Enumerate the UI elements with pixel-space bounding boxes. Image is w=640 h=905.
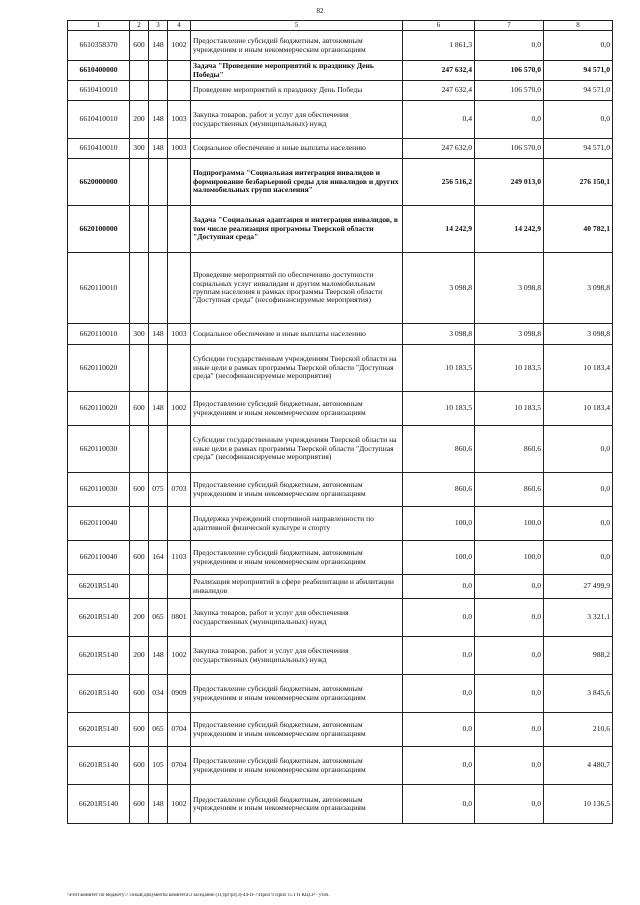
amount-year-1-cell: 0,0 [403, 599, 475, 637]
amount-year-3-cell: 94 571,0 [544, 61, 613, 81]
table-row [68, 159, 613, 206]
description-cell: Проведение мероприятий по обеспечению доступности социальных услуг инвалидам и другим маломобильным группам населения в рамках программы Тверской области "Доступная среда" (несофинансируемые мероприятия) [191, 253, 403, 324]
amount-year-3-cell: 40 782,1 [544, 206, 613, 253]
table-row [68, 345, 613, 392]
admin-code-cell: 148 [149, 324, 168, 345]
admin-code-cell: 105 [149, 747, 168, 785]
budget-table [67, 20, 613, 824]
table-row [68, 253, 613, 324]
section-code-cell: 0909 [168, 675, 191, 713]
amount-year-3-cell: 3 098,8 [544, 324, 613, 345]
description-cell: Закупка товаров, работ и услуг для обеспечения государственных (муниципальных) нужд [191, 599, 403, 637]
description-cell: Предоставление субсидий бюджетным, автономным учреждениям и иным некоммерческим организациям [191, 541, 403, 575]
target-code-cell: 6620110030 [68, 473, 130, 507]
table-row [68, 785, 613, 824]
description-cell: Закупка товаров, работ и услуг для обеспечения государственных (муниципальных) нужд [191, 101, 403, 139]
amount-year-3-cell: 94 571,0 [544, 139, 613, 159]
expense-type-cell: 600 [130, 541, 149, 575]
amount-year-1-cell: 0,0 [403, 675, 475, 713]
admin-code-cell [149, 426, 168, 473]
amount-year-2-cell: 0,0 [475, 785, 544, 824]
admin-code-cell: 148 [149, 392, 168, 426]
admin-code-cell: 148 [149, 139, 168, 159]
amount-year-2-cell: 10 183,5 [475, 392, 544, 426]
description-cell: Предоставление субсидий бюджетным, автономным учреждениям и иным некоммерческим организациям [191, 392, 403, 426]
section-code-cell [168, 426, 191, 473]
amount-year-2-cell: 0,0 [475, 599, 544, 637]
amount-year-1-cell: 0,0 [403, 637, 475, 675]
admin-code-cell: 148 [149, 785, 168, 824]
target-code-cell: 66201R5140 [68, 599, 130, 637]
table-row [68, 31, 613, 61]
target-code-cell: 6610358370 [68, 31, 130, 61]
admin-code-cell [149, 61, 168, 81]
amount-year-3-cell: 276 150,1 [544, 159, 613, 206]
section-code-cell: 1003 [168, 139, 191, 159]
column-number-header: 3 [149, 21, 168, 31]
amount-year-2-cell: 14 242,9 [475, 206, 544, 253]
column-number-header: 6 [403, 21, 475, 31]
target-code-cell: 6620100000 [68, 206, 130, 253]
target-code-cell: 66201R5140 [68, 637, 130, 675]
section-code-cell: 0703 [168, 473, 191, 507]
description-cell: Предоставление субсидий бюджетным, автономным учреждениям и иным некоммерческим организациям [191, 31, 403, 61]
amount-year-1-cell: 860,6 [403, 473, 475, 507]
description-cell: Социальное обеспечение и иные выплаты населению [191, 324, 403, 345]
admin-code-cell: 034 [149, 675, 168, 713]
table-row [68, 392, 613, 426]
admin-code-cell: 148 [149, 101, 168, 139]
target-code-cell: 66201R5140 [68, 713, 130, 747]
table-row [68, 713, 613, 747]
amount-year-1-cell: 10 183,5 [403, 392, 475, 426]
admin-code-cell [149, 159, 168, 206]
amount-year-1-cell: 14 242,9 [403, 206, 475, 253]
description-cell: Предоставление субсидий бюджетным, автономным учреждениям и иным некоммерческим организациям [191, 747, 403, 785]
target-code-cell: 6620110040 [68, 541, 130, 575]
expense-type-cell: 200 [130, 599, 149, 637]
amount-year-3-cell: 4 480,7 [544, 747, 613, 785]
amount-year-1-cell: 0,0 [403, 785, 475, 824]
amount-year-1-cell: 247 632,4 [403, 81, 475, 101]
target-code-cell: 6620110010 [68, 324, 130, 345]
amount-year-3-cell: 10 183,4 [544, 345, 613, 392]
section-code-cell [168, 81, 191, 101]
target-code-cell: 6620110020 [68, 345, 130, 392]
section-code-cell: 1003 [168, 101, 191, 139]
expense-type-cell [130, 253, 149, 324]
table-row [68, 81, 613, 101]
section-code-cell: 1002 [168, 31, 191, 61]
description-cell: Задача "Социальная адаптация и интеграция инвалидов, в том числе реализация программы Тверской области "Доступная среда" [191, 206, 403, 253]
column-number-header: 1 [68, 21, 130, 31]
admin-code-cell: 148 [149, 637, 168, 675]
column-number-header: 5 [191, 21, 403, 31]
table-row [68, 507, 613, 541]
section-code-cell: 1002 [168, 637, 191, 675]
table-row [68, 675, 613, 713]
target-code-cell: 6610410010 [68, 139, 130, 159]
admin-code-cell [149, 575, 168, 599]
expense-type-cell: 600 [130, 713, 149, 747]
table-row [68, 426, 613, 473]
amount-year-1-cell: 1 861,3 [403, 31, 475, 61]
expense-type-cell: 200 [130, 637, 149, 675]
column-number-header: 8 [544, 21, 613, 31]
amount-year-3-cell: 10 136,5 [544, 785, 613, 824]
amount-year-2-cell: 0,0 [475, 637, 544, 675]
expense-type-cell: 300 [130, 139, 149, 159]
amount-year-3-cell: 3 845,6 [544, 675, 613, 713]
admin-code-cell: 075 [149, 473, 168, 507]
expense-type-cell [130, 426, 149, 473]
amount-year-2-cell: 100,0 [475, 507, 544, 541]
expense-type-cell: 200 [130, 101, 149, 139]
target-code-cell: 66201R5140 [68, 575, 130, 599]
amount-year-2-cell: 10 183,5 [475, 345, 544, 392]
amount-year-2-cell: 860,6 [475, 426, 544, 473]
table-row [68, 101, 613, 139]
amount-year-2-cell: 860,6 [475, 473, 544, 507]
section-code-cell: 1103 [168, 541, 191, 575]
description-cell: Субсидии государственным учреждениям Тверской области на иные цели в рамках программы Тверской области "Доступная среда" (несофинансируемые мероприятия) [191, 426, 403, 473]
table-row [68, 324, 613, 345]
description-cell: Задача "Проведение мероприятий к празднику День Победы" [191, 61, 403, 81]
amount-year-3-cell: 10 183,4 [544, 392, 613, 426]
amount-year-2-cell: 3 098,8 [475, 253, 544, 324]
admin-code-cell: 148 [149, 31, 168, 61]
amount-year-3-cell: 0,0 [544, 31, 613, 61]
target-code-cell: 66201R5140 [68, 785, 130, 824]
section-code-cell [168, 507, 191, 541]
table-row [68, 747, 613, 785]
expense-type-cell: 600 [130, 675, 149, 713]
description-cell: Субсидии государственным учреждениям Тверской области на иные цели в рамках программы Тверской области "Доступная среда" (несофинансируемые мероприятия) [191, 345, 403, 392]
table-header-row [68, 21, 613, 31]
section-code-cell: 0801 [168, 599, 191, 637]
target-code-cell: 6620110040 [68, 507, 130, 541]
section-code-cell: 1003 [168, 324, 191, 345]
description-cell: Социальное обеспечение и иные выплаты населению [191, 139, 403, 159]
description-cell: Поддержка учреждений спортивной направленности по адаптивной физической культуре и спорту [191, 507, 403, 541]
section-code-cell [168, 345, 191, 392]
amount-year-1-cell: 247 632,4 [403, 61, 475, 81]
description-cell: Предоставление субсидий бюджетным, автономным учреждениям и иным некоммерческим организациям [191, 473, 403, 507]
expense-type-cell [130, 345, 149, 392]
table-row [68, 541, 613, 575]
section-code-cell [168, 206, 191, 253]
table-row [68, 61, 613, 81]
section-code-cell [168, 159, 191, 206]
section-code-cell [168, 61, 191, 81]
amount-year-1-cell: 860,6 [403, 426, 475, 473]
section-code-cell [168, 253, 191, 324]
amount-year-2-cell: 0,0 [475, 575, 544, 599]
admin-code-cell: 164 [149, 541, 168, 575]
table-row [68, 139, 613, 159]
amount-year-1-cell: 3 098,8 [403, 253, 475, 324]
description-cell: Подпрограмма "Социальная интеграция инвалидов и формирование безбарьерной среды для инвалидов и других маломобильных групп населения" [191, 159, 403, 206]
amount-year-2-cell: 0,0 [475, 675, 544, 713]
amount-year-2-cell: 0,0 [475, 31, 544, 61]
column-number-header: 7 [475, 21, 544, 31]
expense-type-cell [130, 159, 149, 206]
amount-year-2-cell: 106 570,0 [475, 81, 544, 101]
admin-code-cell: 065 [149, 599, 168, 637]
table-row [68, 206, 613, 253]
amount-year-2-cell: 0,0 [475, 101, 544, 139]
expense-type-cell: 600 [130, 473, 149, 507]
footer-file-path: \\Fs01\комитет по бюджету\7 созыв\Документы комитета\3 заседание (11)\рг\рг(3)-44-П-7\Прил 9 Прил 15 ГП КЦСР - уточ. [67, 893, 330, 898]
admin-code-cell [149, 253, 168, 324]
amount-year-2-cell: 3 098,8 [475, 324, 544, 345]
amount-year-2-cell: 106 570,0 [475, 139, 544, 159]
description-cell: Реализация мероприятий в сфере реабилитации и абилитации инвалидов [191, 575, 403, 599]
page-number: 82 [316, 7, 324, 15]
expense-type-cell: 600 [130, 747, 149, 785]
admin-code-cell [149, 507, 168, 541]
target-code-cell: 6620000000 [68, 159, 130, 206]
amount-year-1-cell: 0,0 [403, 747, 475, 785]
section-code-cell: 1002 [168, 392, 191, 426]
amount-year-3-cell: 0,0 [544, 426, 613, 473]
amount-year-1-cell: 3 098,8 [403, 324, 475, 345]
amount-year-2-cell: 106 570,0 [475, 61, 544, 81]
amount-year-1-cell: 100,0 [403, 507, 475, 541]
expense-type-cell: 300 [130, 324, 149, 345]
amount-year-3-cell: 0,0 [544, 507, 613, 541]
target-code-cell: 6610410010 [68, 81, 130, 101]
amount-year-3-cell: 988,2 [544, 637, 613, 675]
target-code-cell: 6620110010 [68, 253, 130, 324]
amount-year-2-cell: 0,0 [475, 747, 544, 785]
expense-type-cell [130, 61, 149, 81]
target-code-cell: 6620110020 [68, 392, 130, 426]
section-code-cell: 0704 [168, 713, 191, 747]
description-cell: Проведение мероприятий к празднику День Победы [191, 81, 403, 101]
amount-year-1-cell: 100,0 [403, 541, 475, 575]
admin-code-cell [149, 206, 168, 253]
target-code-cell: 6610400000 [68, 61, 130, 81]
description-cell: Предоставление субсидий бюджетным, автономным учреждениям и иным некоммерческим организациям [191, 713, 403, 747]
amount-year-1-cell: 247 632,0 [403, 139, 475, 159]
target-code-cell: 6620110030 [68, 426, 130, 473]
table-row [68, 575, 613, 599]
column-number-header: 2 [130, 21, 149, 31]
amount-year-1-cell: 10 183,5 [403, 345, 475, 392]
expense-type-cell: 600 [130, 31, 149, 61]
description-cell: Предоставление субсидий бюджетным, автономным учреждениям и иным некоммерческим организациям [191, 675, 403, 713]
expense-type-cell [130, 575, 149, 599]
expense-type-cell: 600 [130, 785, 149, 824]
amount-year-1-cell: 256 516,2 [403, 159, 475, 206]
description-cell: Закупка товаров, работ и услуг для обеспечения государственных (муниципальных) нужд [191, 637, 403, 675]
table-row [68, 473, 613, 507]
amount-year-2-cell: 0,0 [475, 713, 544, 747]
amount-year-2-cell: 100,0 [475, 541, 544, 575]
amount-year-3-cell: 0,0 [544, 101, 613, 139]
admin-code-cell [149, 345, 168, 392]
amount-year-3-cell: 210,6 [544, 713, 613, 747]
admin-code-cell [149, 81, 168, 101]
amount-year-3-cell: 0,0 [544, 541, 613, 575]
expense-type-cell [130, 81, 149, 101]
target-code-cell: 6610410010 [68, 101, 130, 139]
target-code-cell: 66201R5140 [68, 675, 130, 713]
amount-year-3-cell: 27 499,9 [544, 575, 613, 599]
column-number-header: 4 [168, 21, 191, 31]
amount-year-1-cell: 0,0 [403, 575, 475, 599]
section-code-cell: 1002 [168, 785, 191, 824]
expense-type-cell [130, 206, 149, 253]
amount-year-3-cell: 94 571,0 [544, 81, 613, 101]
amount-year-1-cell: 0,4 [403, 101, 475, 139]
target-code-cell: 66201R5140 [68, 747, 130, 785]
amount-year-1-cell: 0,0 [403, 713, 475, 747]
section-code-cell: 0704 [168, 747, 191, 785]
amount-year-3-cell: 0,0 [544, 473, 613, 507]
table-row [68, 599, 613, 637]
section-code-cell [168, 575, 191, 599]
expense-type-cell: 600 [130, 392, 149, 426]
description-cell: Предоставление субсидий бюджетным, автономным учреждениям и иным некоммерческим организациям [191, 785, 403, 824]
table-row [68, 637, 613, 675]
amount-year-3-cell: 3 098,8 [544, 253, 613, 324]
amount-year-3-cell: 3 321,1 [544, 599, 613, 637]
admin-code-cell: 065 [149, 713, 168, 747]
amount-year-2-cell: 249 013,0 [475, 159, 544, 206]
expense-type-cell [130, 507, 149, 541]
